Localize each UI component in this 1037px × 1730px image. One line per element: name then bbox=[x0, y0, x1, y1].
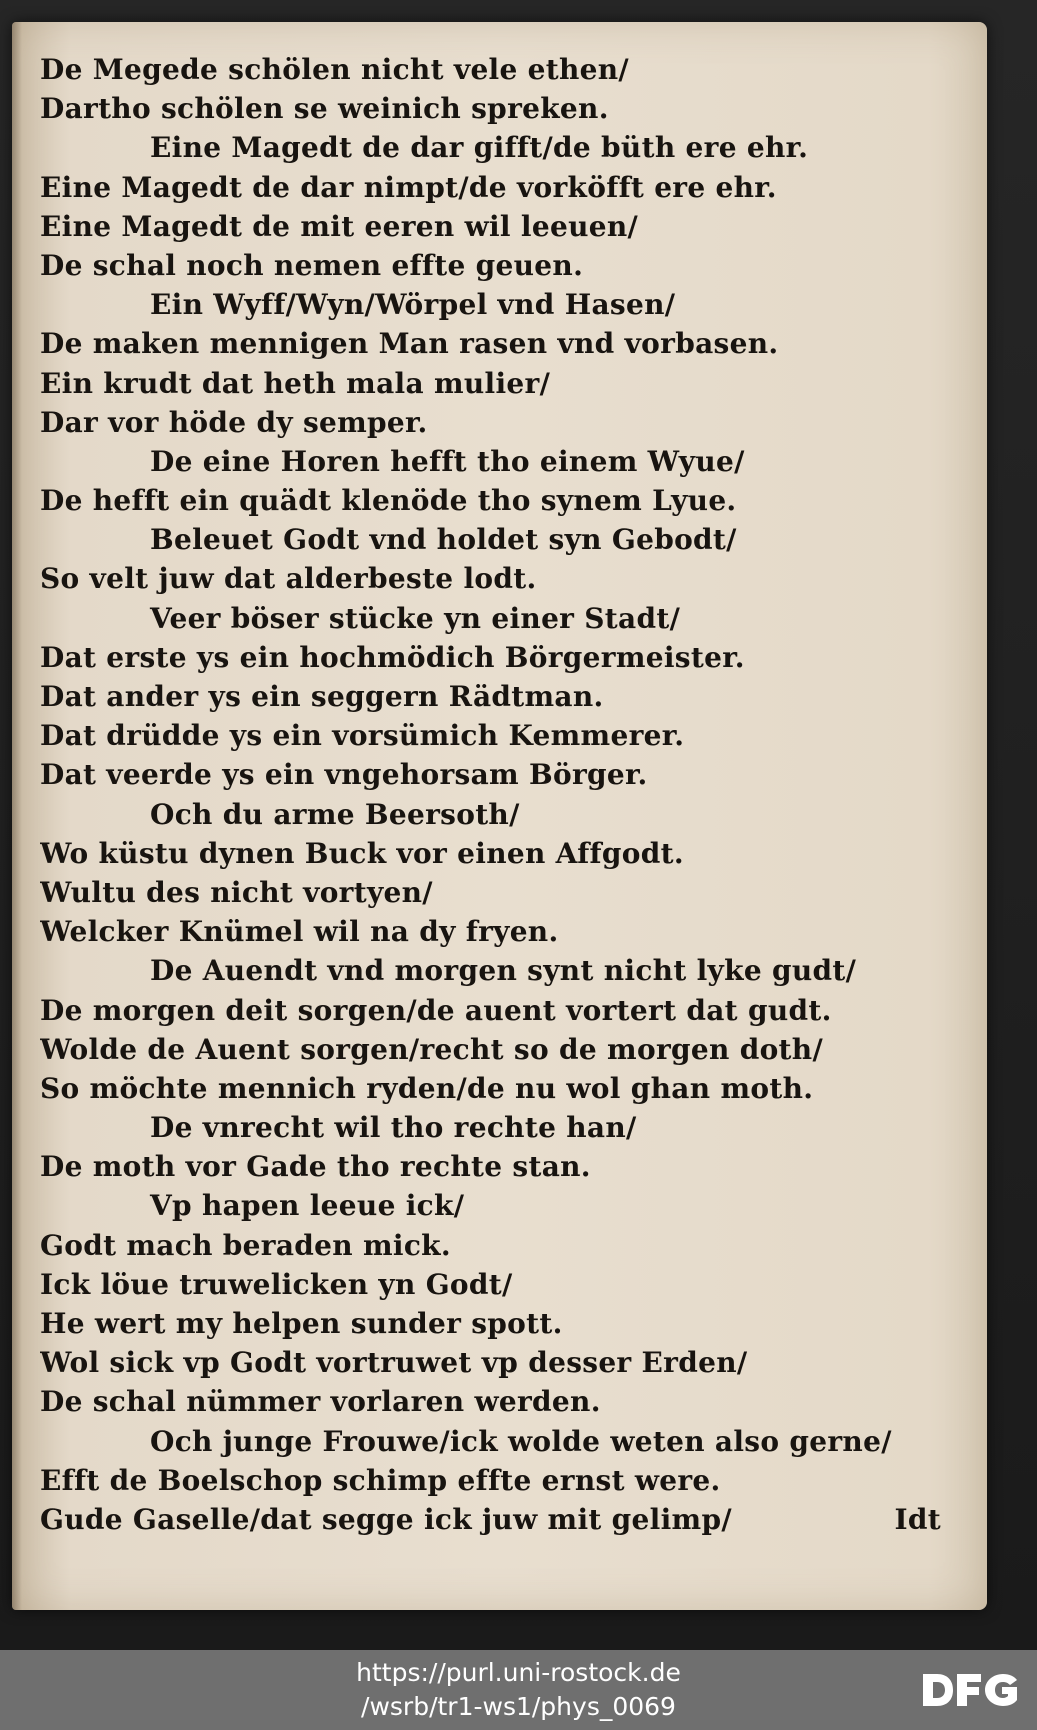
text-line: Ein Wyff/Wyn/Wörpel vnd Hasen/ bbox=[150, 288, 676, 322]
footer-bar bbox=[0, 1650, 1037, 1730]
text-line: Eine Magedt de mit eeren wil leeuen/ bbox=[40, 209, 639, 243]
text-line: Dat veerde ys ein vngehorsam Börger. bbox=[40, 758, 648, 792]
text-line: De maken mennigen Man rasen vnd vorbasen. bbox=[40, 327, 779, 361]
permalink-line-2[interactable]: /wsrb/tr1-ws1/phys_0069 bbox=[361, 1692, 676, 1721]
text-line: So möchte mennich ryden/de nu wol ghan moth. bbox=[40, 1071, 814, 1105]
permalink-line-1[interactable]: https://purl.uni-rostock.de bbox=[356, 1658, 681, 1687]
text-line: Dat erste ys ein hochmödich Börgermeister. bbox=[40, 640, 745, 674]
catchword: Idt bbox=[894, 1502, 941, 1536]
text-line: Dat drüdde ys ein vorsümich Kemmerer. bbox=[40, 719, 685, 753]
text-line: De Megede schölen nicht vele ethen/ bbox=[40, 53, 629, 86]
text-line: De schal noch nemen effte geuen. bbox=[40, 248, 584, 282]
text-line: Wo küstu dynen Buck vor einen Affgodt. bbox=[40, 836, 684, 870]
text-line: Eine Magedt de dar gifft/de büth ere ehr. bbox=[150, 131, 809, 165]
text-line: Ein krudt dat heth mala mulier/ bbox=[40, 366, 551, 400]
text-line: He wert my helpen sunder spott. bbox=[40, 1307, 563, 1340]
text-line: De schal nümmer vorlaren werden. bbox=[40, 1385, 601, 1419]
page-text bbox=[40, 50, 960, 1539]
dfg-logo bbox=[921, 1670, 1021, 1710]
text-line: Efft de Boelschop schimp effte ernst were. bbox=[40, 1463, 721, 1497]
text-line: Wolde de Auent sorgen/recht so de morgen doth/ bbox=[40, 1032, 823, 1066]
dfg-logo-icon bbox=[921, 1670, 1021, 1710]
scanned-page bbox=[12, 22, 987, 1610]
text-line: De vnrecht wil tho rechte han/ bbox=[150, 1111, 637, 1145]
text-line: Och du arme Beersoth/ bbox=[150, 797, 520, 831]
text-line: Dar vor höde dy semper. bbox=[40, 405, 428, 439]
text-line: Godt mach beraden mick. bbox=[40, 1228, 451, 1262]
text-line: Ick löue truwelicken yn Godt/ bbox=[40, 1267, 513, 1301]
text-line: Dat ander ys ein seggern Rädtman. bbox=[40, 680, 604, 713]
text-line: De moth vor Gade tho rechte stan. bbox=[40, 1150, 591, 1184]
text-line: Wol sick vp Godt vortruwet vp desser Erden/ bbox=[40, 1346, 748, 1380]
text-line: Beleuet Godt vnd holdet syn Gebodt/ bbox=[150, 523, 737, 557]
last-line-with-catchword bbox=[40, 1500, 945, 1539]
text-line: Och junge Frouwe/ick wolde weten also gerne/ bbox=[150, 1424, 892, 1458]
text-line: Dartho schölen se weinich spreken. bbox=[40, 92, 609, 126]
text-line: Vp hapen leeue ick/ bbox=[150, 1189, 465, 1223]
text-line: So velt juw dat alderbeste lodt. bbox=[40, 562, 537, 596]
text-line: De hefft ein quädt klenöde tho synem Lyue. bbox=[40, 484, 737, 518]
text-line: Wultu des nicht vortyen/ bbox=[40, 875, 433, 909]
text-line: De eine Horen hefft tho einem Wyue/ bbox=[150, 444, 745, 478]
text-line: Veer böser stücke yn einer Stadt/ bbox=[150, 601, 681, 635]
text-line: Welcker Knümel wil na dy fryen. bbox=[40, 915, 559, 949]
text-line: Gude Gaselle/dat segge ick juw mit gelimp/ bbox=[40, 1502, 732, 1536]
text-line: Eine Magedt de dar nimpt/de vorköfft ere ehr. bbox=[40, 170, 777, 204]
text-line: De morgen deit sorgen/de auent vortert dat gudt. bbox=[40, 993, 832, 1027]
text-line: De Auendt vnd morgen synt nicht lyke gudt/ bbox=[150, 954, 857, 988]
